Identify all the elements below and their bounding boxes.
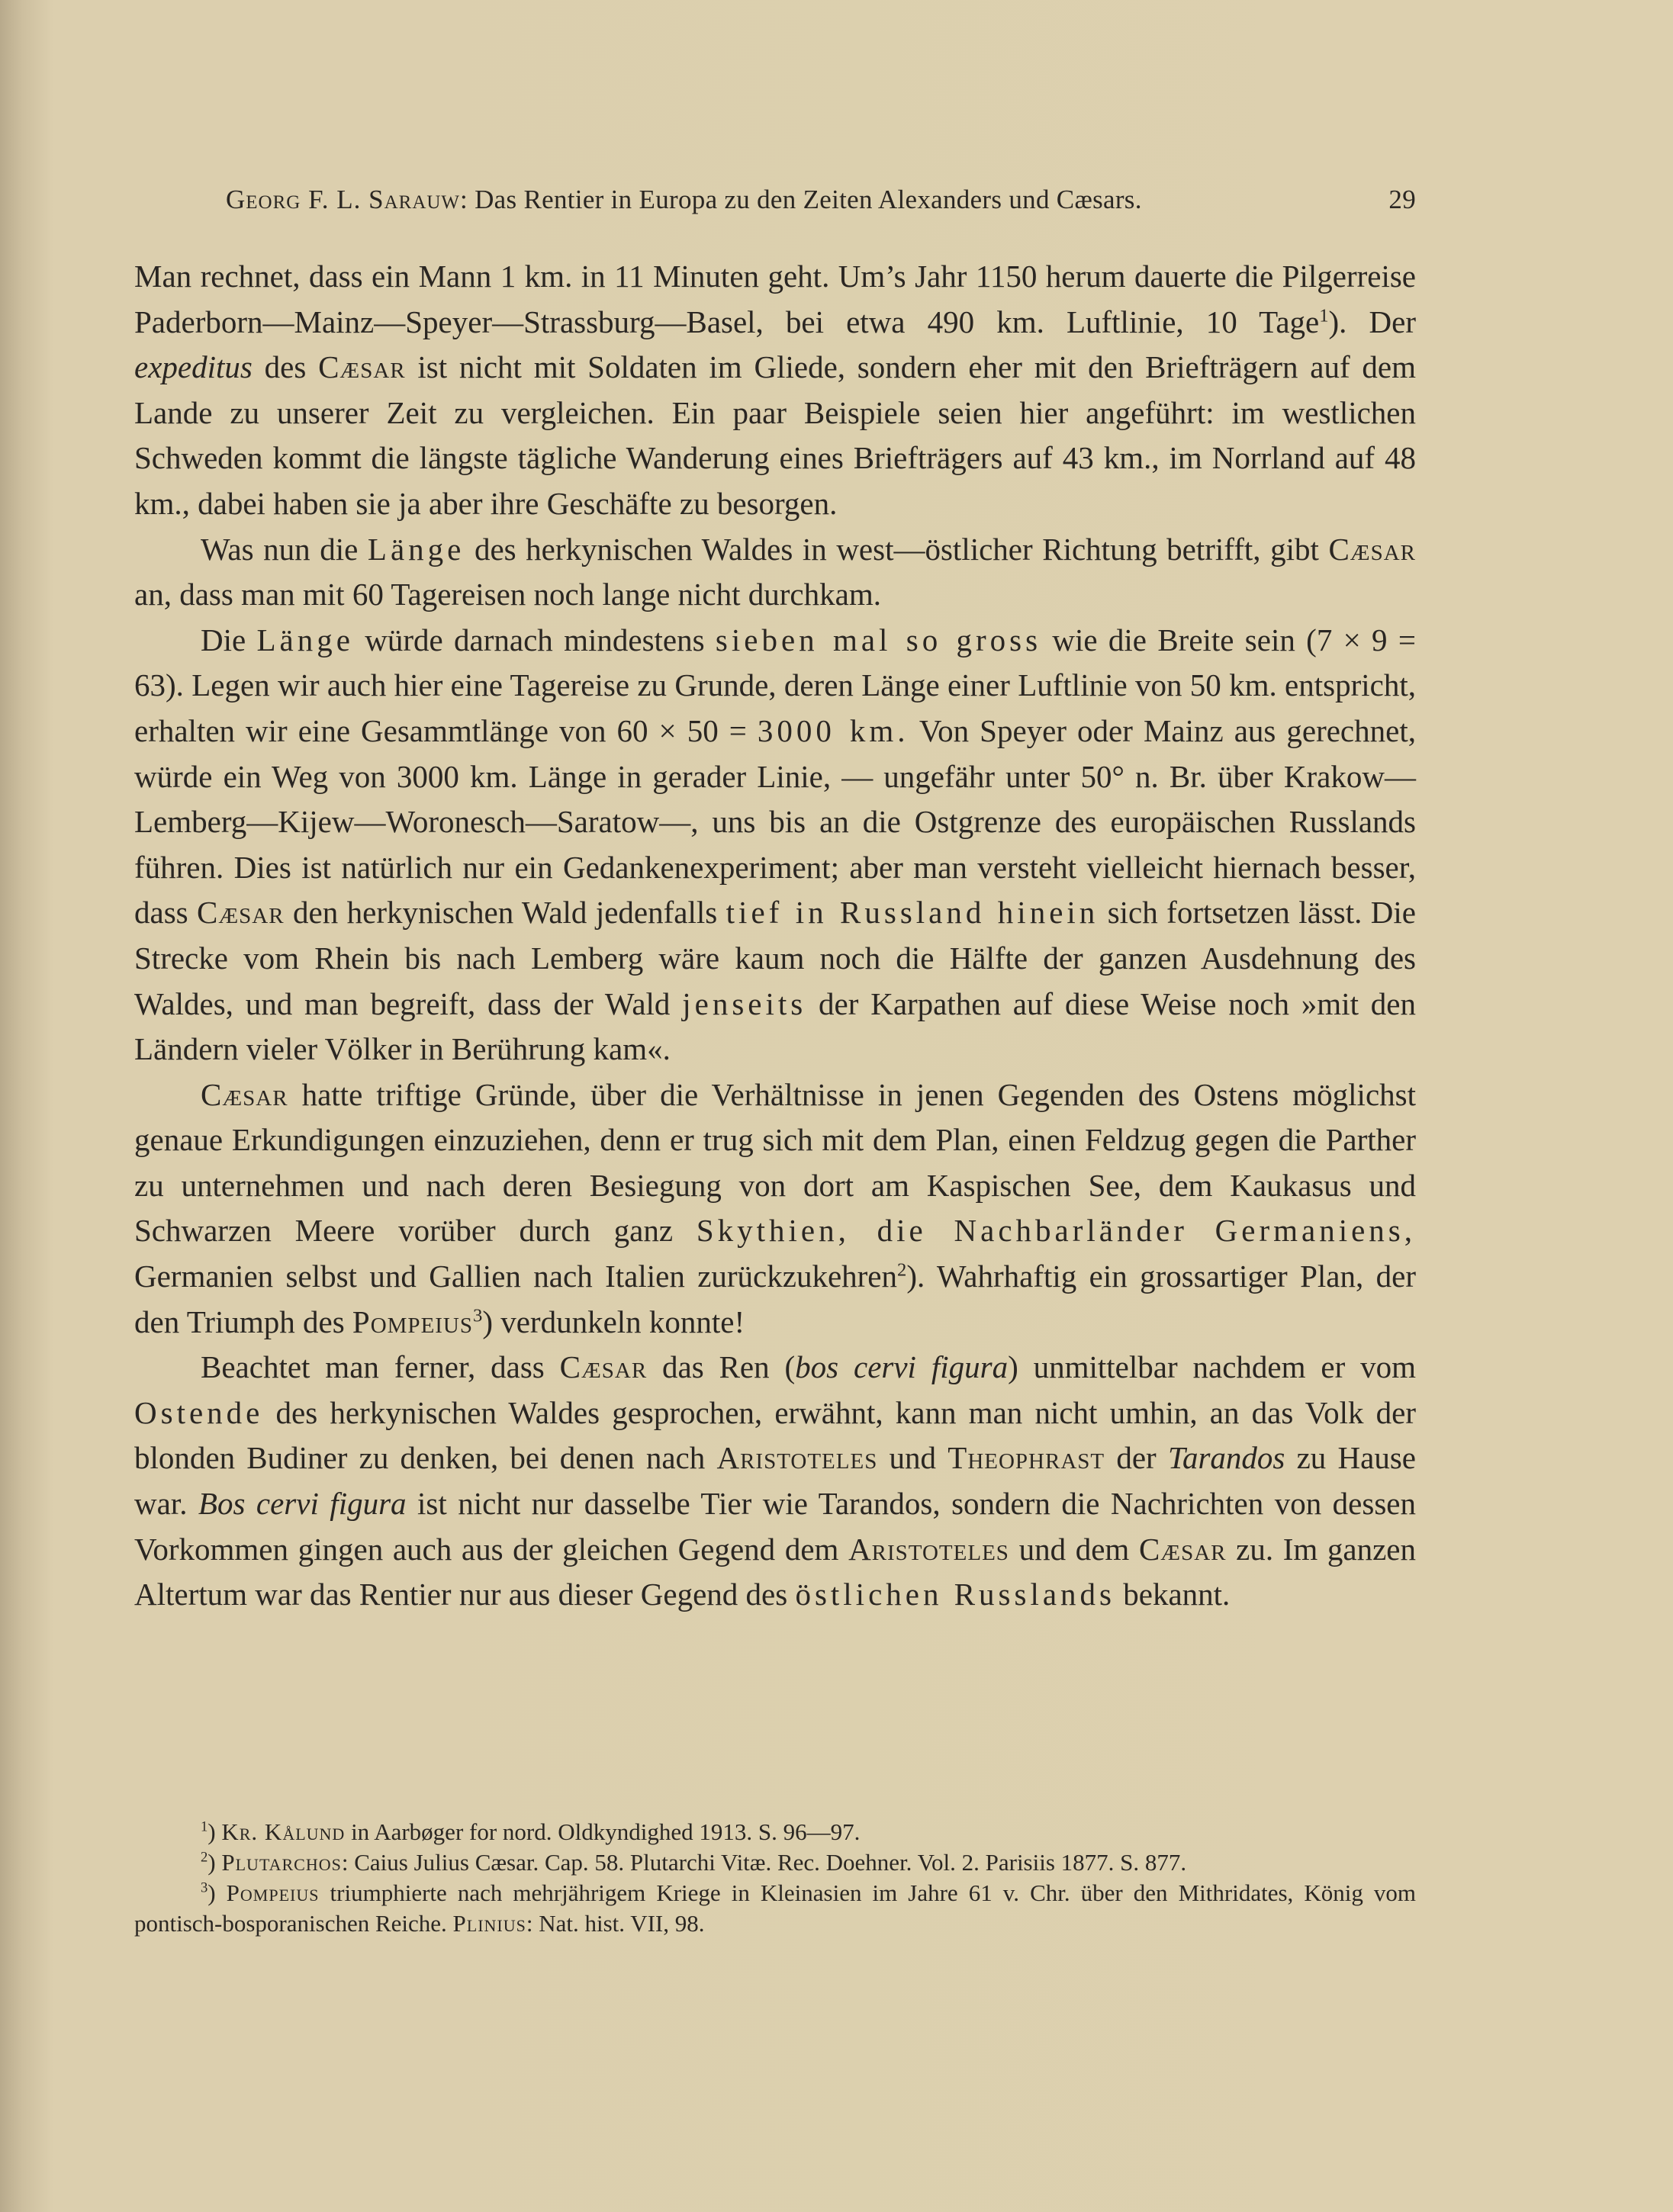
name-caesar: Cæsar xyxy=(559,1349,648,1385)
footnote-mark: 1 xyxy=(201,1818,208,1835)
paragraph-4 xyxy=(134,1072,1416,1346)
running-header xyxy=(226,182,1416,218)
footnote-author: Kr. Kålund xyxy=(221,1818,346,1845)
footnote-ref: 3 xyxy=(473,1305,483,1326)
text-span: Die xyxy=(201,622,257,657)
name-pompeius: Pompeius xyxy=(352,1304,474,1339)
text-span: hatte triftige Gründe, über die Verhältnisse in jenen Gegenden des Ostens möglichst genaue Erkundigungen einzuziehen, denn er trug sich mit dem Plan, einen Feldzug gegen die Parther zu unternehmen und nach deren Besiegung von dort am Kaspischen See, dem Kaukasus und Schwarzen Meere vorüber durch ganz xyxy=(134,1076,1416,1249)
footnote-author: Plutarchos xyxy=(221,1849,342,1876)
text-span: zu Hause war. xyxy=(134,1440,1416,1522)
spaced-emphasis: sieben mal so gross xyxy=(715,622,1042,657)
page-number: 29 xyxy=(1388,185,1416,214)
text-span: ). Wahrhaftig ein grossartiger Plan, der den Triumph des xyxy=(134,1259,1416,1339)
italic-term: bos cervi figura xyxy=(795,1349,1009,1385)
text-span: ). Der xyxy=(1328,304,1416,339)
header-title: : Das Rentier in Europa zu den Zeiten Alexanders und Cæsars. xyxy=(460,185,1142,214)
text-span: des herkynischen Waldes gesprochen, erwähnt, kann man nicht umhin, an das Volk der blonden Budiner zu denken, bei denen nach xyxy=(134,1394,1416,1476)
body-text xyxy=(134,254,1416,1618)
spaced-emphasis: Ostende xyxy=(134,1394,264,1430)
text-span: der xyxy=(1105,1440,1168,1476)
spaced-emphasis: Länge xyxy=(367,531,465,567)
text-span: den herkynischen Wald jedenfalls xyxy=(284,895,726,931)
name-aristoteles: Aristoteles xyxy=(716,1440,878,1476)
text-span: des xyxy=(252,349,319,385)
spaced-emphasis: 3000 km. xyxy=(757,712,909,748)
paragraph-5 xyxy=(134,1345,1416,1618)
text-span: würde darnach mindestens xyxy=(353,622,716,657)
text-span: ist nicht mit Soldaten im Gliede, sondern eher mit den Briefträgern auf dem Lande zu unserer Zeit zu vergleichen. Ein paar Beispiele seien hier angeführt: im westlichen Schweden kommt die längste tägliche Wanderung eines Briefträgers auf 43 km., im Norrland auf 48 km., dabei haben sie ja aber ihre Geschäfte zu besorgen. xyxy=(134,349,1417,521)
name-caesar: Cæsar xyxy=(1138,1531,1227,1567)
spaced-emphasis: Skythien, die Nachbarländer Germaniens, xyxy=(696,1213,1416,1249)
footnote-mark: 3 xyxy=(201,1879,208,1896)
text-span: der Karpathen auf diese Weise noch »mit den Ländern vieler Völker in Berührung kam«. xyxy=(134,985,1416,1067)
italic-term: Bos cervi figura xyxy=(198,1486,407,1522)
footnote-1: $^1$) Kr. Kålund in Aarbøger for nord. Oldkyndighed 1913. S. 96—97. xyxy=(201,1818,861,1845)
spaced-emphasis: östlichen Russlands xyxy=(795,1577,1116,1612)
name-caesar: Cæsar xyxy=(197,895,285,931)
paragraph-3 xyxy=(134,618,1416,1072)
text-span: ) verdunkeln konnte! xyxy=(482,1304,745,1339)
footnote-3: $^3$) Pompeius triumphierte nach mehrjährigem Kriege in Kleinasien im Jahre 61 v. Chr. über den Mithridates, König vom pontisch-bosporanischen Reiche. Plinius: Nat. hist. VII, 98. xyxy=(134,1879,1416,1937)
name-caesar: Cæsar xyxy=(1328,531,1416,567)
footnote-text: triumphierte nach mehrjährigem Kriege in Kleinasien im Jahre 61 v. Chr. über den Mithridates, König vom pontisch-bosporanischen Reiche. xyxy=(134,1879,1416,1937)
name-caesar: Cæsar xyxy=(318,349,406,385)
text-span: des herkynischen Waldes in west—östlicher Richtung betrifft, gibt xyxy=(465,531,1329,567)
paragraph-2 xyxy=(134,527,1416,618)
text-span: Beachtet man ferner, dass xyxy=(201,1349,560,1385)
footnote-ref: 2 xyxy=(897,1259,907,1281)
text-span: Von Speyer oder Mainz aus gerechnet, würde ein Weg von 3000 km. Länge in gerader Linie, — ungefähr unter 50° n. Br. über Krakow—Lemberg—Kijew—Woronesch—Saratow—, uns bis an die Ostgrenze des europäischen Russlands führen. Dies ist natürlich nur ein Gedankenexperiment; aber man versteht vielleicht hiernach besser, dass xyxy=(134,712,1416,931)
header-title-line xyxy=(226,182,1142,218)
name-aristoteles: Aristoteles xyxy=(848,1531,1009,1567)
footnote-ref: 1 xyxy=(1319,304,1329,326)
text-span: ist nicht nur dasselbe Tier wie Tarandos, sondern die Nachrichten von dessen Vorkommen gingen auch aus der gleichen Gegend dem xyxy=(134,1486,1416,1567)
footnote-text: : Nat. hist. VII, 98. xyxy=(526,1910,705,1937)
text-span: das Ren ( xyxy=(647,1349,796,1385)
text-span: ) unmittelbar nachdem er vom xyxy=(1008,1349,1416,1385)
text-span: Was nun die xyxy=(201,531,368,567)
spaced-emphasis: jenseits xyxy=(682,985,807,1021)
footnote-author: Plinius xyxy=(452,1910,526,1937)
footnote-text: in Aarbøger for nord. Oldkyndighed 1913. S. 96—97. xyxy=(345,1818,861,1845)
spaced-emphasis: tief in Russland hinein xyxy=(726,895,1099,931)
footnote-mark: 2 xyxy=(201,1849,208,1866)
spaced-emphasis: Länge xyxy=(256,622,354,657)
footnotes xyxy=(134,1817,1416,1939)
italic-term: expeditus xyxy=(134,349,253,385)
paragraph-1 xyxy=(134,254,1416,527)
text-span: zu. Im ganzen Altertum war das Rentier nur aus dieser Gegend des xyxy=(134,1531,1416,1612)
footnote-text: : Caius Julius Cæsar. Cap. 58. Plutarchi Vitæ. Rec. Doehner. Vol. 2. Parisiis 1877. S. 877. xyxy=(341,1849,1187,1876)
text-span: Germanien selbst und Gallien nach Italien zurückzukehren xyxy=(134,1259,898,1294)
name-caesar: Cæsar xyxy=(201,1076,288,1112)
text-span: an, dass man mit 60 Tagereisen noch lange nicht durchkam. xyxy=(134,577,881,612)
text-span: wie die Breite sein (7 × 9 = 63). Legen wir auch hier eine Tagereise zu Grunde, deren Länge einer Luftlinie von 50 km. entspricht, erhalten wir eine Gesammtlänge von 60 × 50 = xyxy=(134,622,1416,748)
header-author: Georg F. L. Sarauw xyxy=(226,185,461,214)
text-span: und dem xyxy=(1009,1531,1139,1567)
italic-term: Tarandos xyxy=(1167,1440,1285,1476)
text-span: und xyxy=(877,1440,948,1476)
text-span: Man rechnet, dass ein Mann 1 km. in 11 Minuten geht. Um’s Jahr 1150 herum dauerte die Pilgerreise Paderborn—Mainz—Speyer—Strassburg—Basel, bei etwa 490 km. Luftlinie, 10 Tage xyxy=(134,259,1416,339)
text-span: bekannt. xyxy=(1115,1577,1231,1612)
footnote-author: Pompeius xyxy=(226,1879,320,1906)
text-span: sich fortsetzen lässt. Die Strecke vom Rhein bis nach Lemberg wäre kaum noch die Hälfte der ganzen Ausdehnung des Waldes, und man begreift, dass der Wald xyxy=(134,895,1416,1021)
name-theophrast: Theophrast xyxy=(947,1440,1105,1476)
footnote-2: $^2$) Plutarchos: Caius Julius Cæsar. Cap. 58. Plutarchi Vitæ. Rec. Doehner. Vol. 2. Parisiis 1877. S. 877. xyxy=(201,1849,1187,1876)
